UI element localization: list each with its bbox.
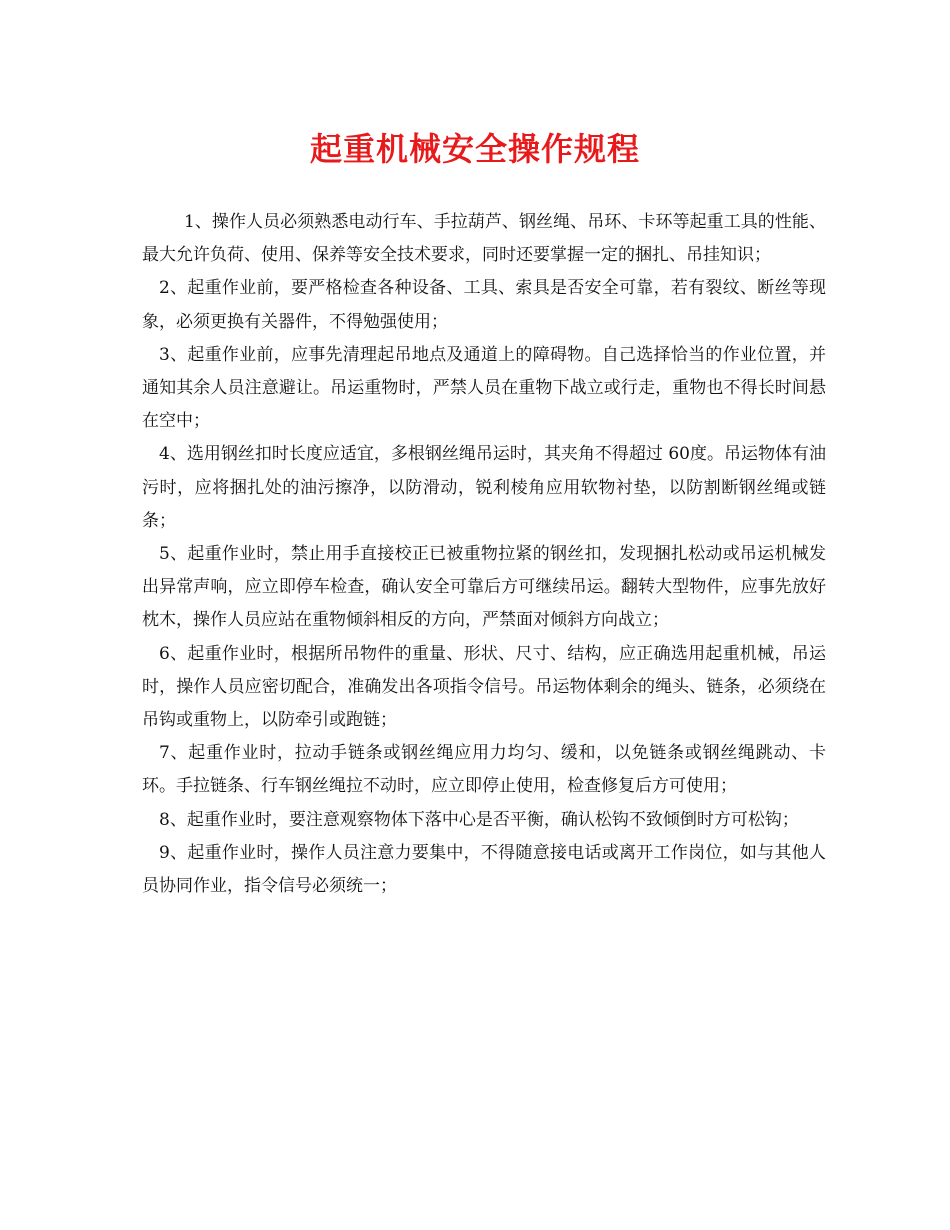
- paragraph-4: 4、选用钢丝扣时长度应适宜，多根钢丝绳吊运时，其夹角不得超过 60度。吊运物体有油污时，应将捆扎处的油污擦净，以防滑动，锐利棱角应用软物衬垫，以防割断钢丝绳或链条；: [142, 444, 826, 531]
- paragraph-1: 1、操作人员必须熟悉电动行车、手拉葫芦、钢丝绳、吊环、卡环等起重工具的性能、最大允许负荷、使用、保养等安全技术要求，同时还要掌握一定的捆扎、吊挂知识；: [142, 212, 826, 266]
- paragraph-2: 2、起重作业前，要严格检查各种设备、工具、索具是否安全可靠，若有裂纹、断丝等现象，必须更换有关器件，不得勉强使用；: [142, 278, 826, 332]
- document-body: [142, 206, 826, 903]
- paragraph-7: 7、起重作业时，拉动手链条或钢丝绳应用力均匀、缓和，以免链条或钢丝绳跳动、卡环。手拉链条、行车钢丝绳拉不动时，应立即停止使用，检查修复后方可使用；: [142, 743, 826, 797]
- paragraph-9: 9、起重作业时，操作人员注意力要集中，不得随意接电话或离开工作岗位，如与其他人员协同作业，指令信号必须统一；: [142, 842, 826, 897]
- paragraph-6: 6、起重作业时，根据所吊物件的重量、形状、尺寸、结构，应正确选用起重机械，吊运时，操作人员应密切配合，准确发出各项指令信号。吊运物体剩余的绳头、链条，必须绕在吊钩或重物上，以防牵引或跑链；: [142, 643, 826, 731]
- paragraph-3: 3、起重作业前，应事先清理起吊地点及通道上的障碍物。自己选择恰当的作业位置，并通知其余人员注意避让。吊运重物时，严禁人员在重物下战立或行走，重物也不得长时间悬在空中；: [142, 344, 826, 432]
- paragraph-5: 5、起重作业时，禁止用手直接校正已被重物拉紧的钢丝扣，发现捆扎松动或吊运机械发出异常声响，应立即停车检查，确认安全可靠后方可继续吊运。翻转大型物件，应事先放好枕木，操作人员应站在重物倾斜相反的方向，严禁面对倾斜方向战立；: [142, 544, 826, 631]
- paragraph-8: 8、起重作业时，要注意观察物体下落中心是否平衡，确认松钩不致倾倒时方可松钩；: [159, 809, 799, 830]
- document-title: 起重机械安全操作规程: [309, 130, 640, 168]
